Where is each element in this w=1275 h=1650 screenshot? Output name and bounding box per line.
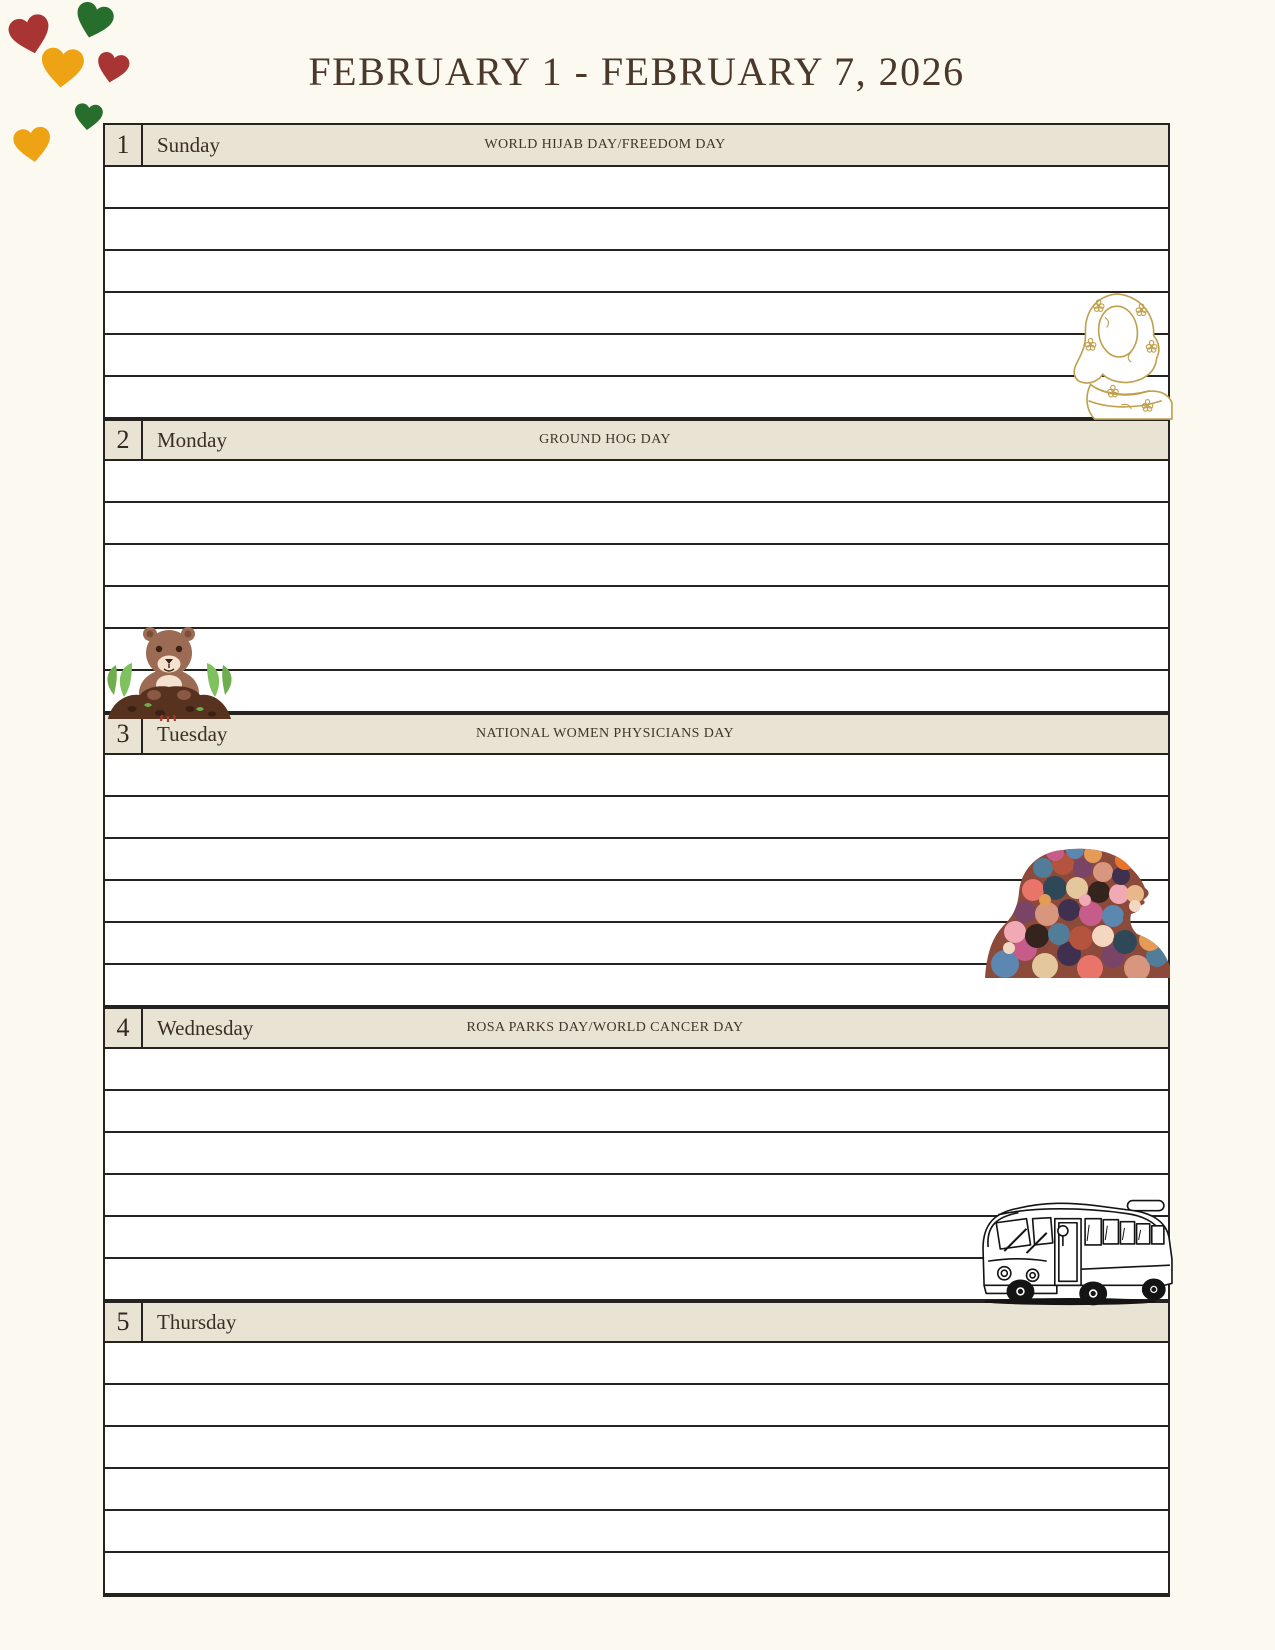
- day-number: 2: [105, 421, 143, 459]
- day-section-sunday: [105, 125, 1168, 419]
- page-title: FEBRUARY 1 - FEBRUARY 7, 2026: [308, 49, 965, 94]
- day-event-label: WORLD HIJAB DAY/FREEDOM DAY: [484, 137, 726, 152]
- day-number: 5: [105, 1303, 143, 1341]
- weekly-planner-table: [103, 123, 1170, 1597]
- day-header: [105, 713, 1168, 755]
- day-notes-area[interactable]: [105, 167, 1168, 419]
- women-collage-illustration: [984, 844, 1171, 978]
- heart-icon: [70, 99, 106, 139]
- day-number: 3: [105, 715, 143, 753]
- day-event-label: GROUND HOG DAY: [539, 432, 671, 447]
- day-header: [105, 1007, 1168, 1049]
- day-event-label: ROSA PARKS DAY/WORLD CANCER DAY: [466, 1020, 744, 1035]
- heart-icon: [9, 121, 57, 173]
- day-section-thursday: [105, 1301, 1168, 1595]
- day-header: [105, 419, 1168, 461]
- day-name-label: Thursday: [157, 1309, 237, 1334]
- day-event-label: NATIONAL WOMEN PHYSICIANS DAY: [475, 726, 735, 741]
- day-section-monday: [105, 419, 1168, 713]
- day-notes-area[interactable]: [105, 1343, 1168, 1595]
- heart-icon: [36, 42, 88, 99]
- day-name-label: Tuesday: [157, 721, 228, 746]
- day-name-label: Wednesday: [157, 1015, 254, 1040]
- bus-illustration: [974, 1188, 1176, 1308]
- groundhog-illustration: [102, 617, 237, 722]
- hijab-illustration: [1060, 290, 1174, 422]
- day-notes-area[interactable]: [105, 461, 1168, 713]
- day-number: 4: [105, 1009, 143, 1047]
- day-number: 1: [105, 125, 143, 165]
- day-name-label: Sunday: [157, 132, 220, 157]
- day-header: [105, 125, 1168, 167]
- day-name-label: Monday: [157, 427, 227, 452]
